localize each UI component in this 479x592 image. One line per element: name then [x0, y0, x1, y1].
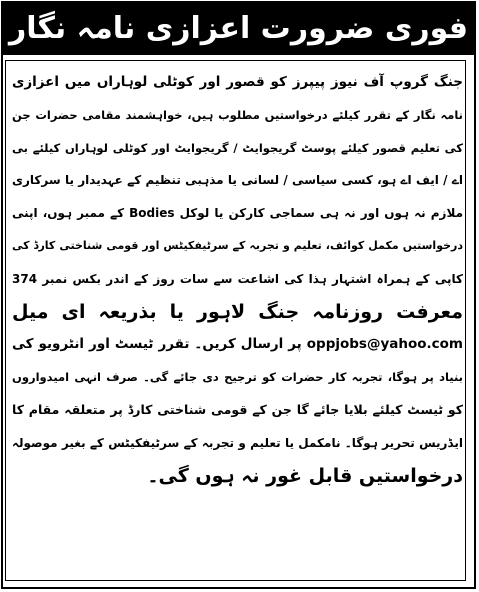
ad-line: جنگ گروپ آف نیوز پیپرز کو قصور اور کوٹلی لوہاراں میں اعزازی	[12, 74, 463, 90]
ad-line: ملازم نہ ہوں اور نہ ہی سماجی کارکن یا لوکل Bodies کے ممبر ہوں، اپنی	[12, 206, 463, 221]
ad-line: بنیاد پر ہوگا، تجربہ کار حضرات کو ترجیح دی جائے گی۔ صرف انہی امیدواروں	[12, 370, 463, 385]
ad-line: کو ٹیسٹ کیلئے بلایا جائے گا جن کے قومی شناختی کارڈ پر متعلقہ مقام کا	[12, 401, 463, 417]
ad-line: کاپی کے ہمراہ اشتہار ہذا کی اشاعت سے سات روز کے اندر بکس نمبر 374	[12, 271, 463, 286]
ad-line: ایڈریس تحریر ہوگا۔ نامکمل یا تعلیم و تجربہ کے سرٹیفکیٹس کے بغیر موصولہ	[12, 435, 463, 450]
ad-line-last: درخواستیں قابل غور نہ ہوں گی۔	[147, 464, 463, 487]
ad-title: فوری ضرورت اعزازی نامہ نگار	[3, 3, 474, 55]
ad-line: اے / ایف اے ہو، کسی سیاسی / لسانی یا مذہبی تنظیم کے عہدیدار یا سرکاری	[12, 173, 463, 188]
ad-line: کی تعلیم قصور کیلئے پوسٹ گریجوایٹ / گریجوایٹ اور کوٹلی لوہاراں کیلئے بی	[12, 140, 463, 155]
ad-line-email: oppjobs@yahoo.com پر ارسال کریں۔ تقرر ٹیسٹ اور انٹرویو کی	[12, 336, 463, 353]
ad-line: درخواستیں مکمل کوائف، تعلیم و تجربہ کے سرٹیفکیٹس اور قومی شناختی کارڈ کی	[12, 238, 463, 252]
ad-line: نامہ نگار کے تقرر کیلئے درخواستیں مطلوب ہیں، خواہشمند مقامی حضرات جن	[12, 107, 463, 122]
ad-body	[12, 66, 463, 492]
ad-line: معرفت روزنامہ جنگ لاہور یا بذریعہ ای میل	[12, 300, 463, 323]
